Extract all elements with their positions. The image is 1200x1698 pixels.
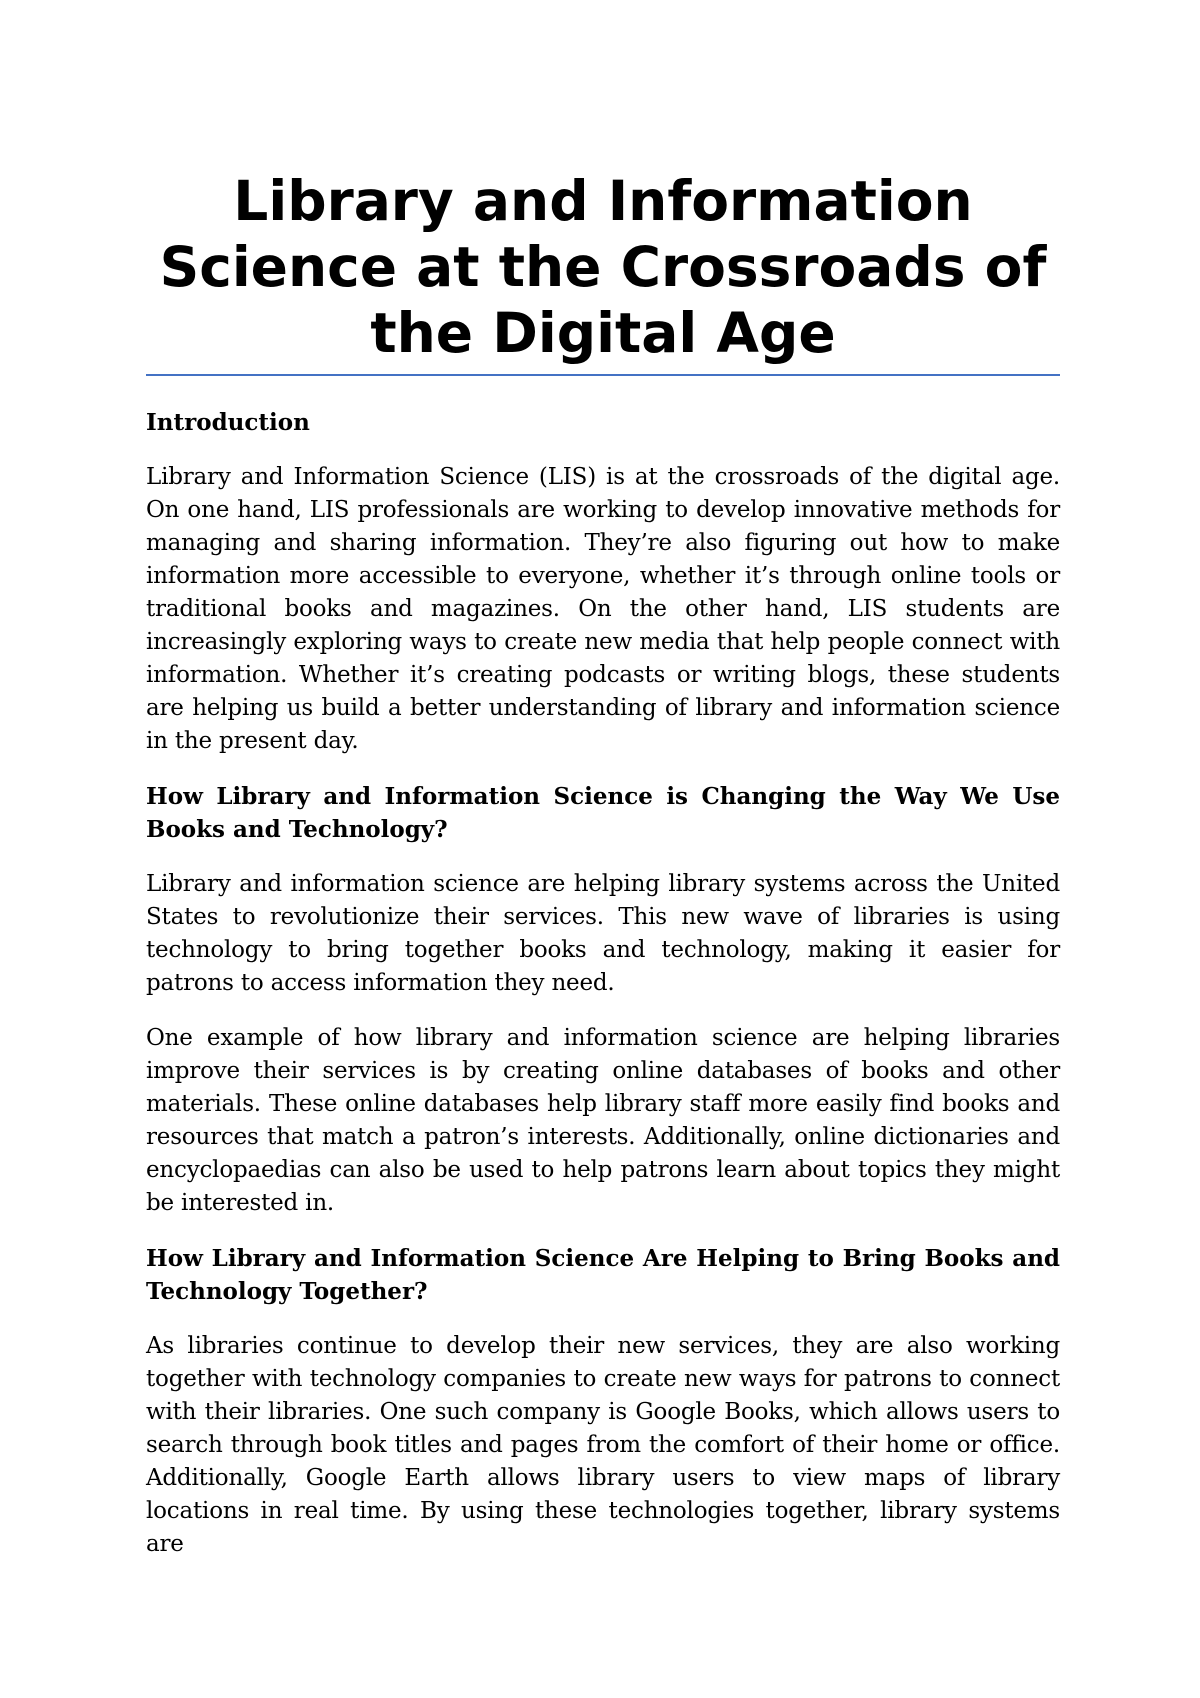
paragraph: As libraries continue to develop their new services, they are also working together with technology companies to create new ways for patrons to connect with their libraries. One such company is Google Books, which allows users to search through book titles and pages from the comfort of their home or office. Additionally, Google Earth allows library users to view maps of library locations in real time. By using these technologies together, library systems are	[146, 1333, 1060, 1557]
section-heading: How Library and Information Science is Changing the Way We Use Books and Technology?	[146, 783, 1060, 843]
paragraph: Library and Information Science (LIS) is at the crossroads of the digital age. On one hand, LIS professionals are working to develop innovative methods for managing and sharing information. They’re also figuring out how to make information more accessible to everyone, whether it’s through online tools or traditional books and magazines. On the other hand, LIS students are increasingly exploring ways to create new media that help people connect with information. Whether it’s creating podcasts or writing blogs, these students are helping us build a better understanding of library and information science in the present day.	[146, 464, 1060, 754]
section-bringing-books-technology-together	[146, 1242, 1060, 1561]
document-title: Library and Information Science at the Crossroads of the Digital Age	[159, 169, 1047, 365]
document-page	[146, 168, 1060, 1583]
paragraph: Library and information science are helping library systems across the United States to revolutionize their services. This new wave of libraries is using technology to bring together books and technology, making it easier for patrons to access information they need.	[146, 871, 1060, 996]
paragraph: One example of how library and information science are helping libraries improve their services is by creating online databases of books and other materials. These online databases help library staff more easily find books and resources that match a patron’s interests. Additionally, online dictionaries and encyclopaedias can also be used to help patrons learn about topics they might be interested in.	[146, 1025, 1060, 1216]
section-heading: Introduction	[146, 409, 310, 436]
section-heading: How Library and Information Science Are Helping to Bring Books and Technology Together?	[146, 1245, 1060, 1305]
section-introduction	[146, 406, 1060, 758]
section-changing-books-technology	[146, 780, 1060, 1220]
title-underline	[146, 374, 1060, 376]
